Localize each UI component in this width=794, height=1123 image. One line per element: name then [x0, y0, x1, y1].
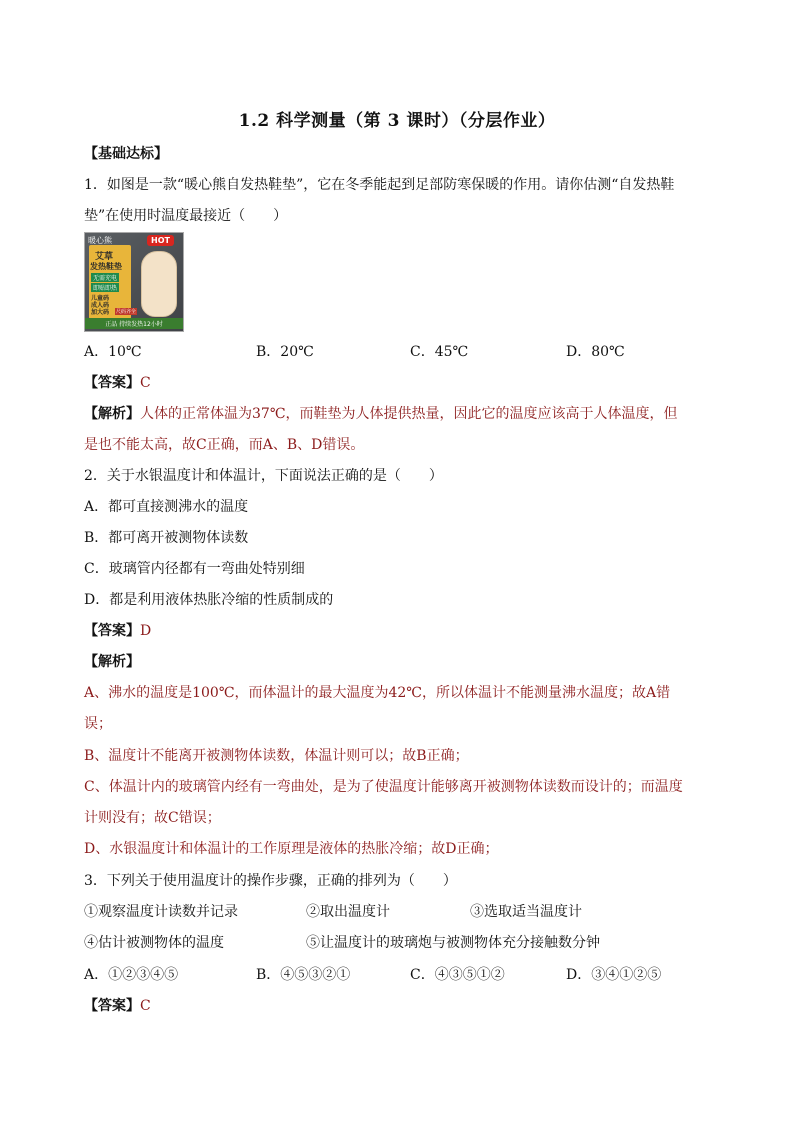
q2-analysis-line6: D、水银温度计和体温计的工作原理是液体的热胀冷缩；故D正确；	[84, 841, 499, 857]
q1-options	[84, 344, 704, 360]
product-size-note: 尺码齐全	[116, 309, 137, 315]
section-heading: 【基础达标】	[84, 146, 168, 162]
answer-tag: 【答案】	[84, 623, 140, 639]
product-tag-1: 无需充电	[93, 275, 118, 282]
analysis-text: 人体的正常体温为37℃，而鞋垫为人体提供热量，因此它的温度应该高于人体温度，但	[140, 406, 678, 422]
q1-option-c: C．45℃	[410, 344, 469, 360]
product-brand-logo: 暖心熊	[88, 236, 112, 245]
q3-stem: 3．下列关于使用温度计的操作步骤，正确的排列为（ ）	[84, 873, 457, 889]
q3-steps-row2	[84, 935, 704, 951]
q3-option-b: B．④⑤③②①	[256, 967, 351, 983]
q3-option-a: A．①②③④⑤	[84, 967, 179, 983]
answer-value: C	[140, 375, 151, 391]
product-hot-badge: HOT	[147, 235, 174, 246]
q1-product-image	[84, 232, 184, 332]
q2-option-a: A．都可直接测沸水的温度	[84, 499, 249, 515]
answer-value: D	[140, 623, 152, 639]
analysis-tag: 【解析】	[84, 406, 140, 422]
q2-option-d: D．都是利用液体热胀冷缩的性质制成的	[84, 592, 334, 608]
q3-step-3: ③选取适当温度计	[470, 904, 582, 920]
q1-answer	[84, 375, 151, 391]
q3-step-1: ①观察温度计读数并记录	[84, 904, 238, 920]
q2-analysis-line5: 计则没有；故C错误；	[84, 810, 221, 826]
q1-analysis-line2: 是也不能太高，故C正确，而A、B、D错误。	[84, 437, 365, 453]
q2-analysis-tag: 【解析】	[84, 654, 140, 670]
q2-answer	[84, 623, 151, 639]
answer-value: C	[140, 998, 151, 1014]
q2-analysis-line2: 误；	[84, 716, 112, 732]
q3-options	[84, 967, 704, 983]
page-title: 1.2 科学测量（第 3 课时）（分层作业）	[238, 111, 556, 131]
q3-option-d: D．③④①②⑤	[566, 967, 662, 983]
product-size-1: 儿童码	[91, 295, 110, 302]
product-size-3: 加大码	[91, 309, 110, 316]
product-tag-2: 即贴即热	[93, 285, 118, 292]
q1-stem-line2: 垫”在使用时温度最接近（ ）	[84, 208, 288, 224]
product-size-2: 成人码	[91, 302, 110, 309]
q3-step-2: ②取出温度计	[306, 904, 390, 920]
q2-analysis-line4: C、体温计内的玻璃管内经有一弯曲处，是为了使温度计能够离开被测物体读数而设计的；而温度	[84, 779, 683, 795]
q3-steps-row1	[84, 904, 704, 920]
q1-option-a: A．10℃	[84, 344, 142, 360]
q2-stem: 2．关于水银温度计和体温计，下面说法正确的是（ ）	[84, 468, 443, 484]
q2-option-c: C．玻璃管内径都有一弯曲处特别细	[84, 561, 305, 577]
q1-option-d: D．80℃	[566, 344, 625, 360]
product-bottom-banner: 正品 持续发热12小时	[85, 318, 183, 329]
q3-step-4: ④估计被测物体的温度	[84, 935, 224, 951]
q3-answer	[84, 998, 151, 1014]
product-left-label2: 发热鞋垫	[90, 262, 122, 271]
q1-analysis-line1	[84, 406, 677, 422]
q3-option-c: C．④③⑤①②	[410, 967, 505, 983]
insole-image	[141, 251, 177, 317]
q2-analysis-line1: A、沸水的温度是100℃，而体温计的最大温度为42℃，所以体温计不能测量沸水温度；故A错	[84, 685, 671, 701]
answer-tag: 【答案】	[84, 998, 140, 1014]
q1-option-b: B．20℃	[256, 344, 314, 360]
product-left-label1: 艾草	[95, 252, 114, 262]
answer-tag: 【答案】	[84, 375, 140, 391]
q2-option-b: B．都可离开被测物体读数	[84, 530, 249, 546]
q1-stem-line1: 1．如图是一款“暖心熊自发热鞋垫”，它在冬季能起到足部防寒保暖的作用。请你估测“自发热鞋	[84, 177, 675, 193]
q3-step-5: ⑤让温度计的玻璃炮与被测物体充分接触数分钟	[306, 935, 600, 951]
q2-analysis-line3: B、温度计不能离开被测物体读数，体温计则可以；故B正确；	[84, 748, 469, 764]
